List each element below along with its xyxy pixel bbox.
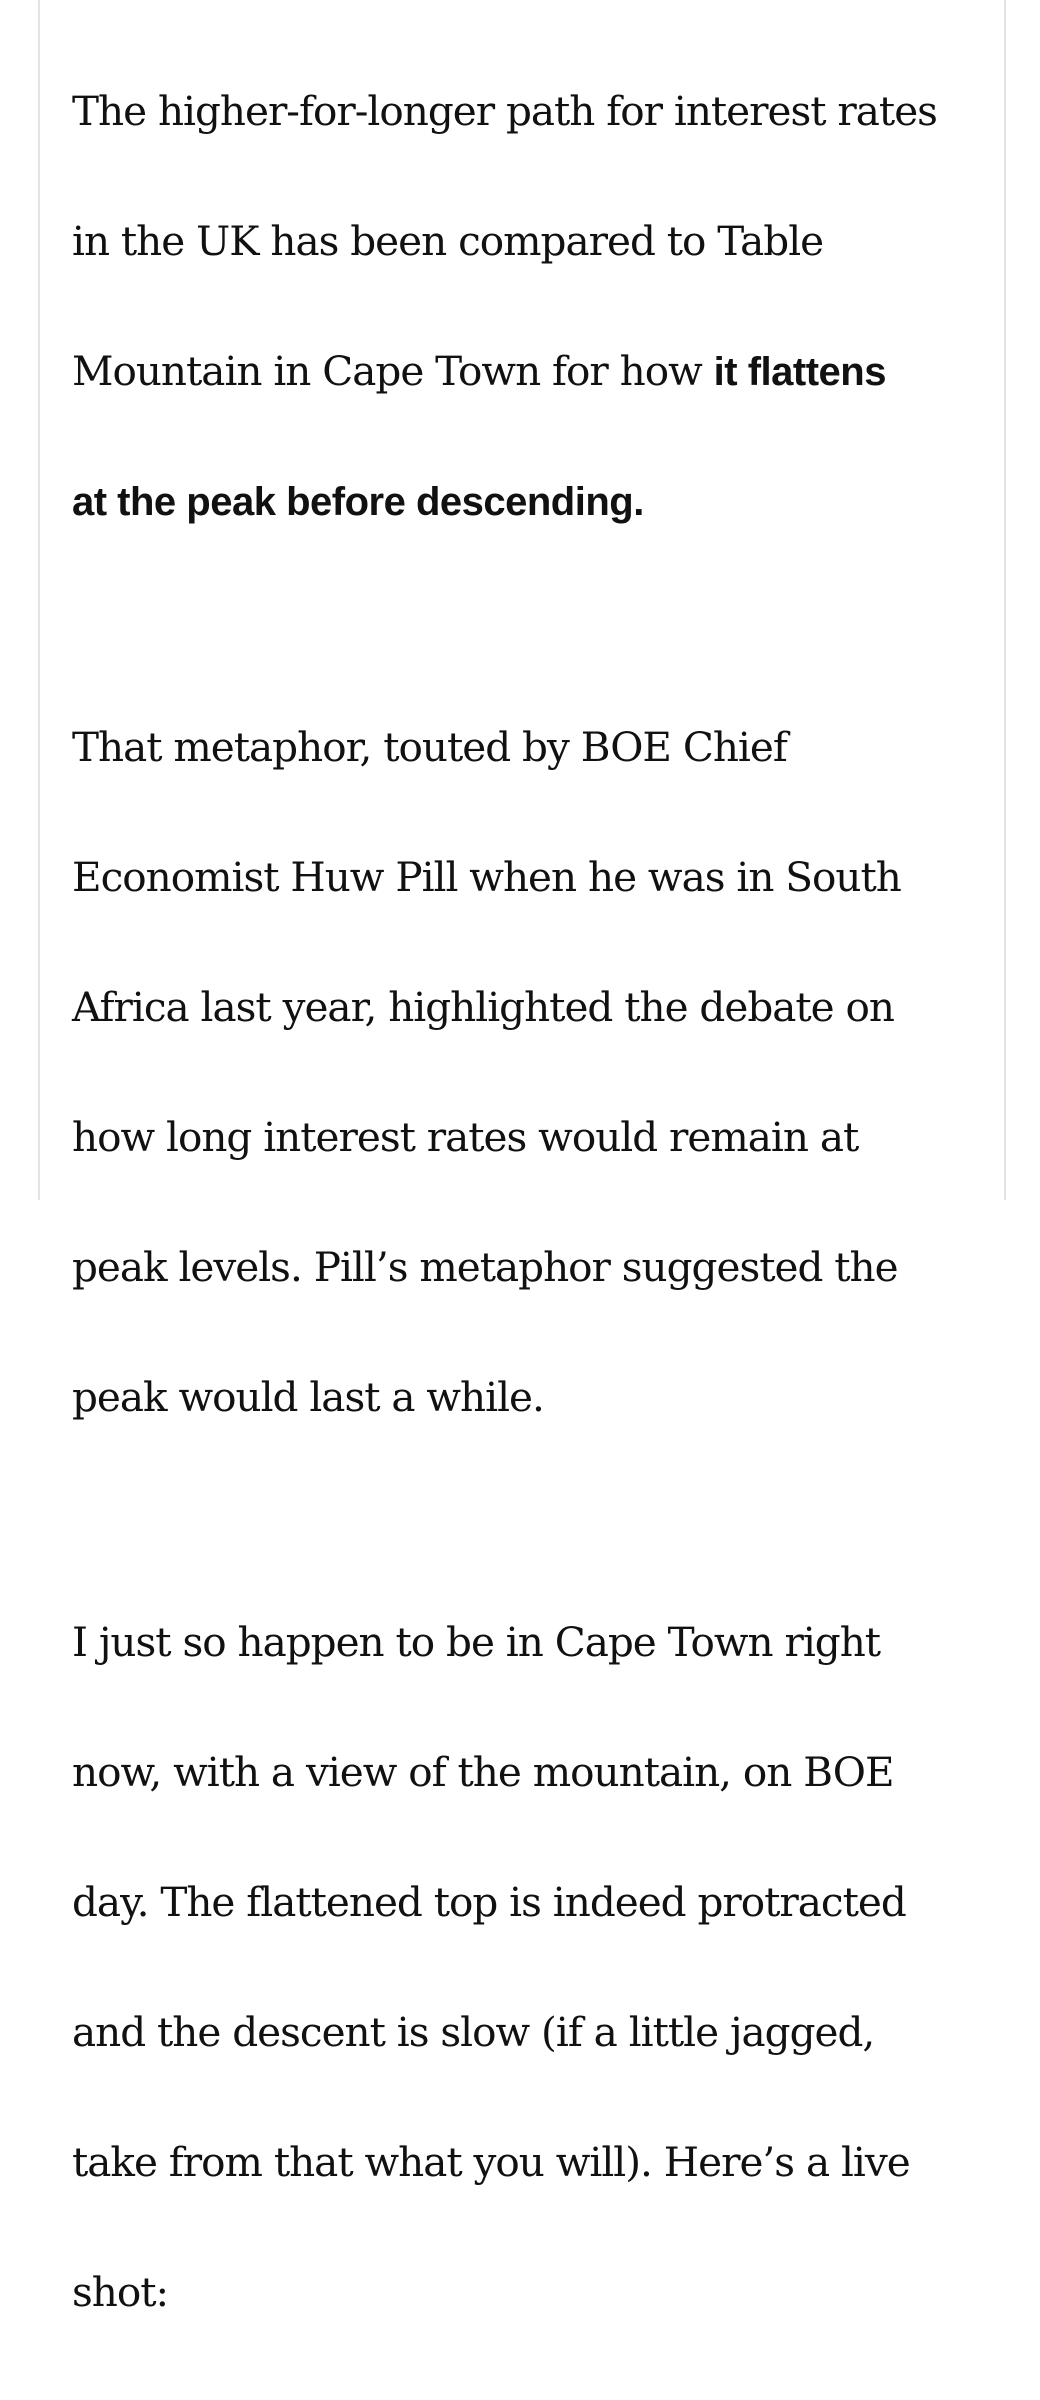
content-border-left: [38, 0, 40, 1200]
paragraph-line: That metaphor, touted by BOE Chief: [72, 723, 787, 771]
paragraph-line: The higher-for-longer path for interest rates: [72, 87, 937, 135]
paragraph-line: peak levels. Pill’s metaphor suggested the: [72, 1243, 898, 1291]
paragraph-line: shot:: [72, 2268, 169, 2316]
paragraph-line: how long interest rates would remain at: [72, 1113, 859, 1161]
paragraph-line: in the UK has been compared to Table: [72, 217, 824, 265]
content-border-right: [1004, 0, 1006, 1200]
paragraph-line: peak would last a while.: [72, 1373, 544, 1421]
paragraph-line: now, with a view of the mountain, on BOE: [72, 1748, 894, 1796]
emphasized-text: it flattens: [713, 350, 886, 394]
paragraph-line: I just so happen to be in Cape Town right: [72, 1618, 881, 1666]
paragraph-line: day. The flattened top is indeed protracted: [72, 1878, 906, 1926]
paragraph-line: and the descent is slow (if a little jagged,: [72, 2008, 875, 2056]
paragraph-line: take from that what you will). Here’s a live: [72, 2138, 910, 2186]
paragraph-line: Africa last year, highlighted the debate on: [72, 983, 894, 1031]
paragraph-cape-town-live-shot: [72, 1545, 972, 2390]
paragraph-line: Economist Huw Pill when he was in South: [72, 853, 901, 901]
paragraph-huw-pill-metaphor: [72, 650, 972, 1495]
paragraph-line-with-emphasis: [72, 339, 972, 405]
emphasized-text: at the peak before descending.: [72, 480, 644, 524]
article-body: [72, 14, 972, 2400]
paragraph-text: Mountain in Cape Town for how: [72, 347, 714, 395]
paragraph-table-mountain-comparison: [72, 14, 972, 600]
